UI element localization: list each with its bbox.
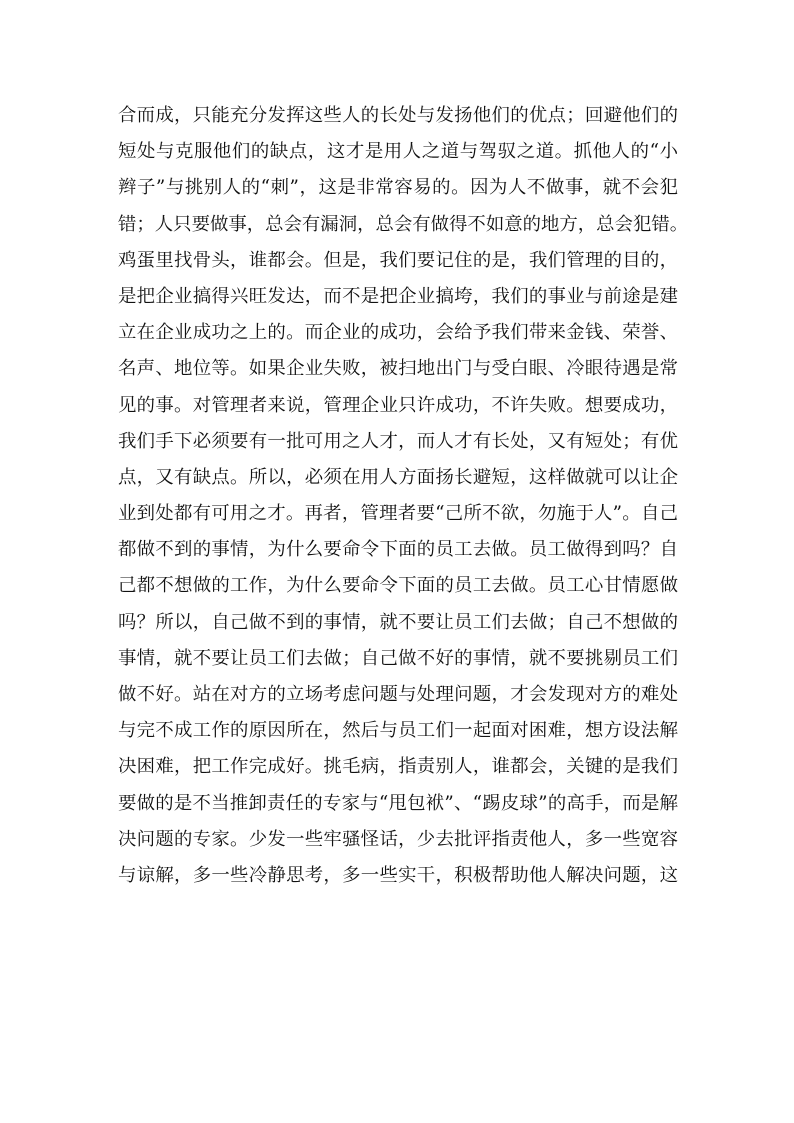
text-line: 要做的是不当推卸责任的专家与“甩包袱”、“踢皮球”的高手，而是解 — [118, 792, 678, 814]
text-line: 错；人只要做事，总会有漏洞，总会有做得不如意的地方，总会犯错。 — [118, 213, 689, 235]
body-text — [118, 98, 689, 894]
text-line: 鸡蛋里找骨头，谁都会。但是，我们要记住的是，我们管理的目的， — [118, 249, 678, 271]
text-line: 点，又有缺点。所以，必须在用人方面扬长避短，这样做就可以让企 — [118, 466, 678, 488]
text-line: 己都不想做的工作，为什么要命令下面的员工去做。员工心甘情愿做 — [118, 575, 678, 597]
text-line: 都做不到的事情，为什么要命令下面的员工去做。员工做得到吗？自 — [118, 539, 678, 561]
text-line: 短处与克服他们的缺点，这才是用人之道与驾驭之道。抓他人的“小 — [118, 141, 678, 163]
text-line: 立在企业成功之上的。而企业的成功，会给予我们带来金钱、荣誉、 — [118, 322, 678, 344]
text-line: 名声、地位等。如果企业失败，被扫地出门与受白眼、冷眼待遇是常 — [118, 358, 678, 380]
text-line: 吗？所以，自己做不到的事情，就不要让员工们去做；自己不想做的 — [118, 611, 678, 633]
text-line: 做不好。站在对方的立场考虑问题与处理问题，才会发现对方的难处 — [118, 684, 678, 705]
text-line: 见的事。对管理者来说，管理企业只许成功，不许失败。想要成功， — [118, 394, 678, 416]
text-line: 与谅解，多一些冷静思考，多一些实干，积极帮助他人解决问题，这 — [118, 864, 678, 886]
text-line: 我们手下必须要有一批可用之人才，而人才有长处，又有短处；有优 — [118, 430, 678, 452]
text-line: 决问题的专家。少发一些牢骚怪话，少去批评指责他人，多一些宽容 — [118, 828, 678, 850]
text-line: 辫子”与挑别人的“刺”，这是非常容易的。因为人不做事，就不会犯 — [118, 177, 678, 199]
text-line: 合而成，只能充分发挥这些人的长处与发扬他们的优点；回避他们的 — [118, 105, 678, 126]
text-line: 决困难，把工作完成好。挑毛病，指责别人，谁都会，关键的是我们 — [118, 756, 678, 778]
text-line: 业到处都有可用之才。再者，管理者要“己所不欲，勿施于人”。自己 — [118, 503, 678, 525]
text-line: 与完不成工作的原因所在，然后与员工们一起面对困难，想方设法解 — [118, 720, 678, 742]
text-line: 是把企业搞得兴旺发达，而不是把企业搞垮，我们的事业与前途是建 — [118, 285, 678, 307]
text-line: 事情，就不要让员工们去做；自己做不好的事情，就不要挑剔员工们 — [118, 647, 678, 669]
